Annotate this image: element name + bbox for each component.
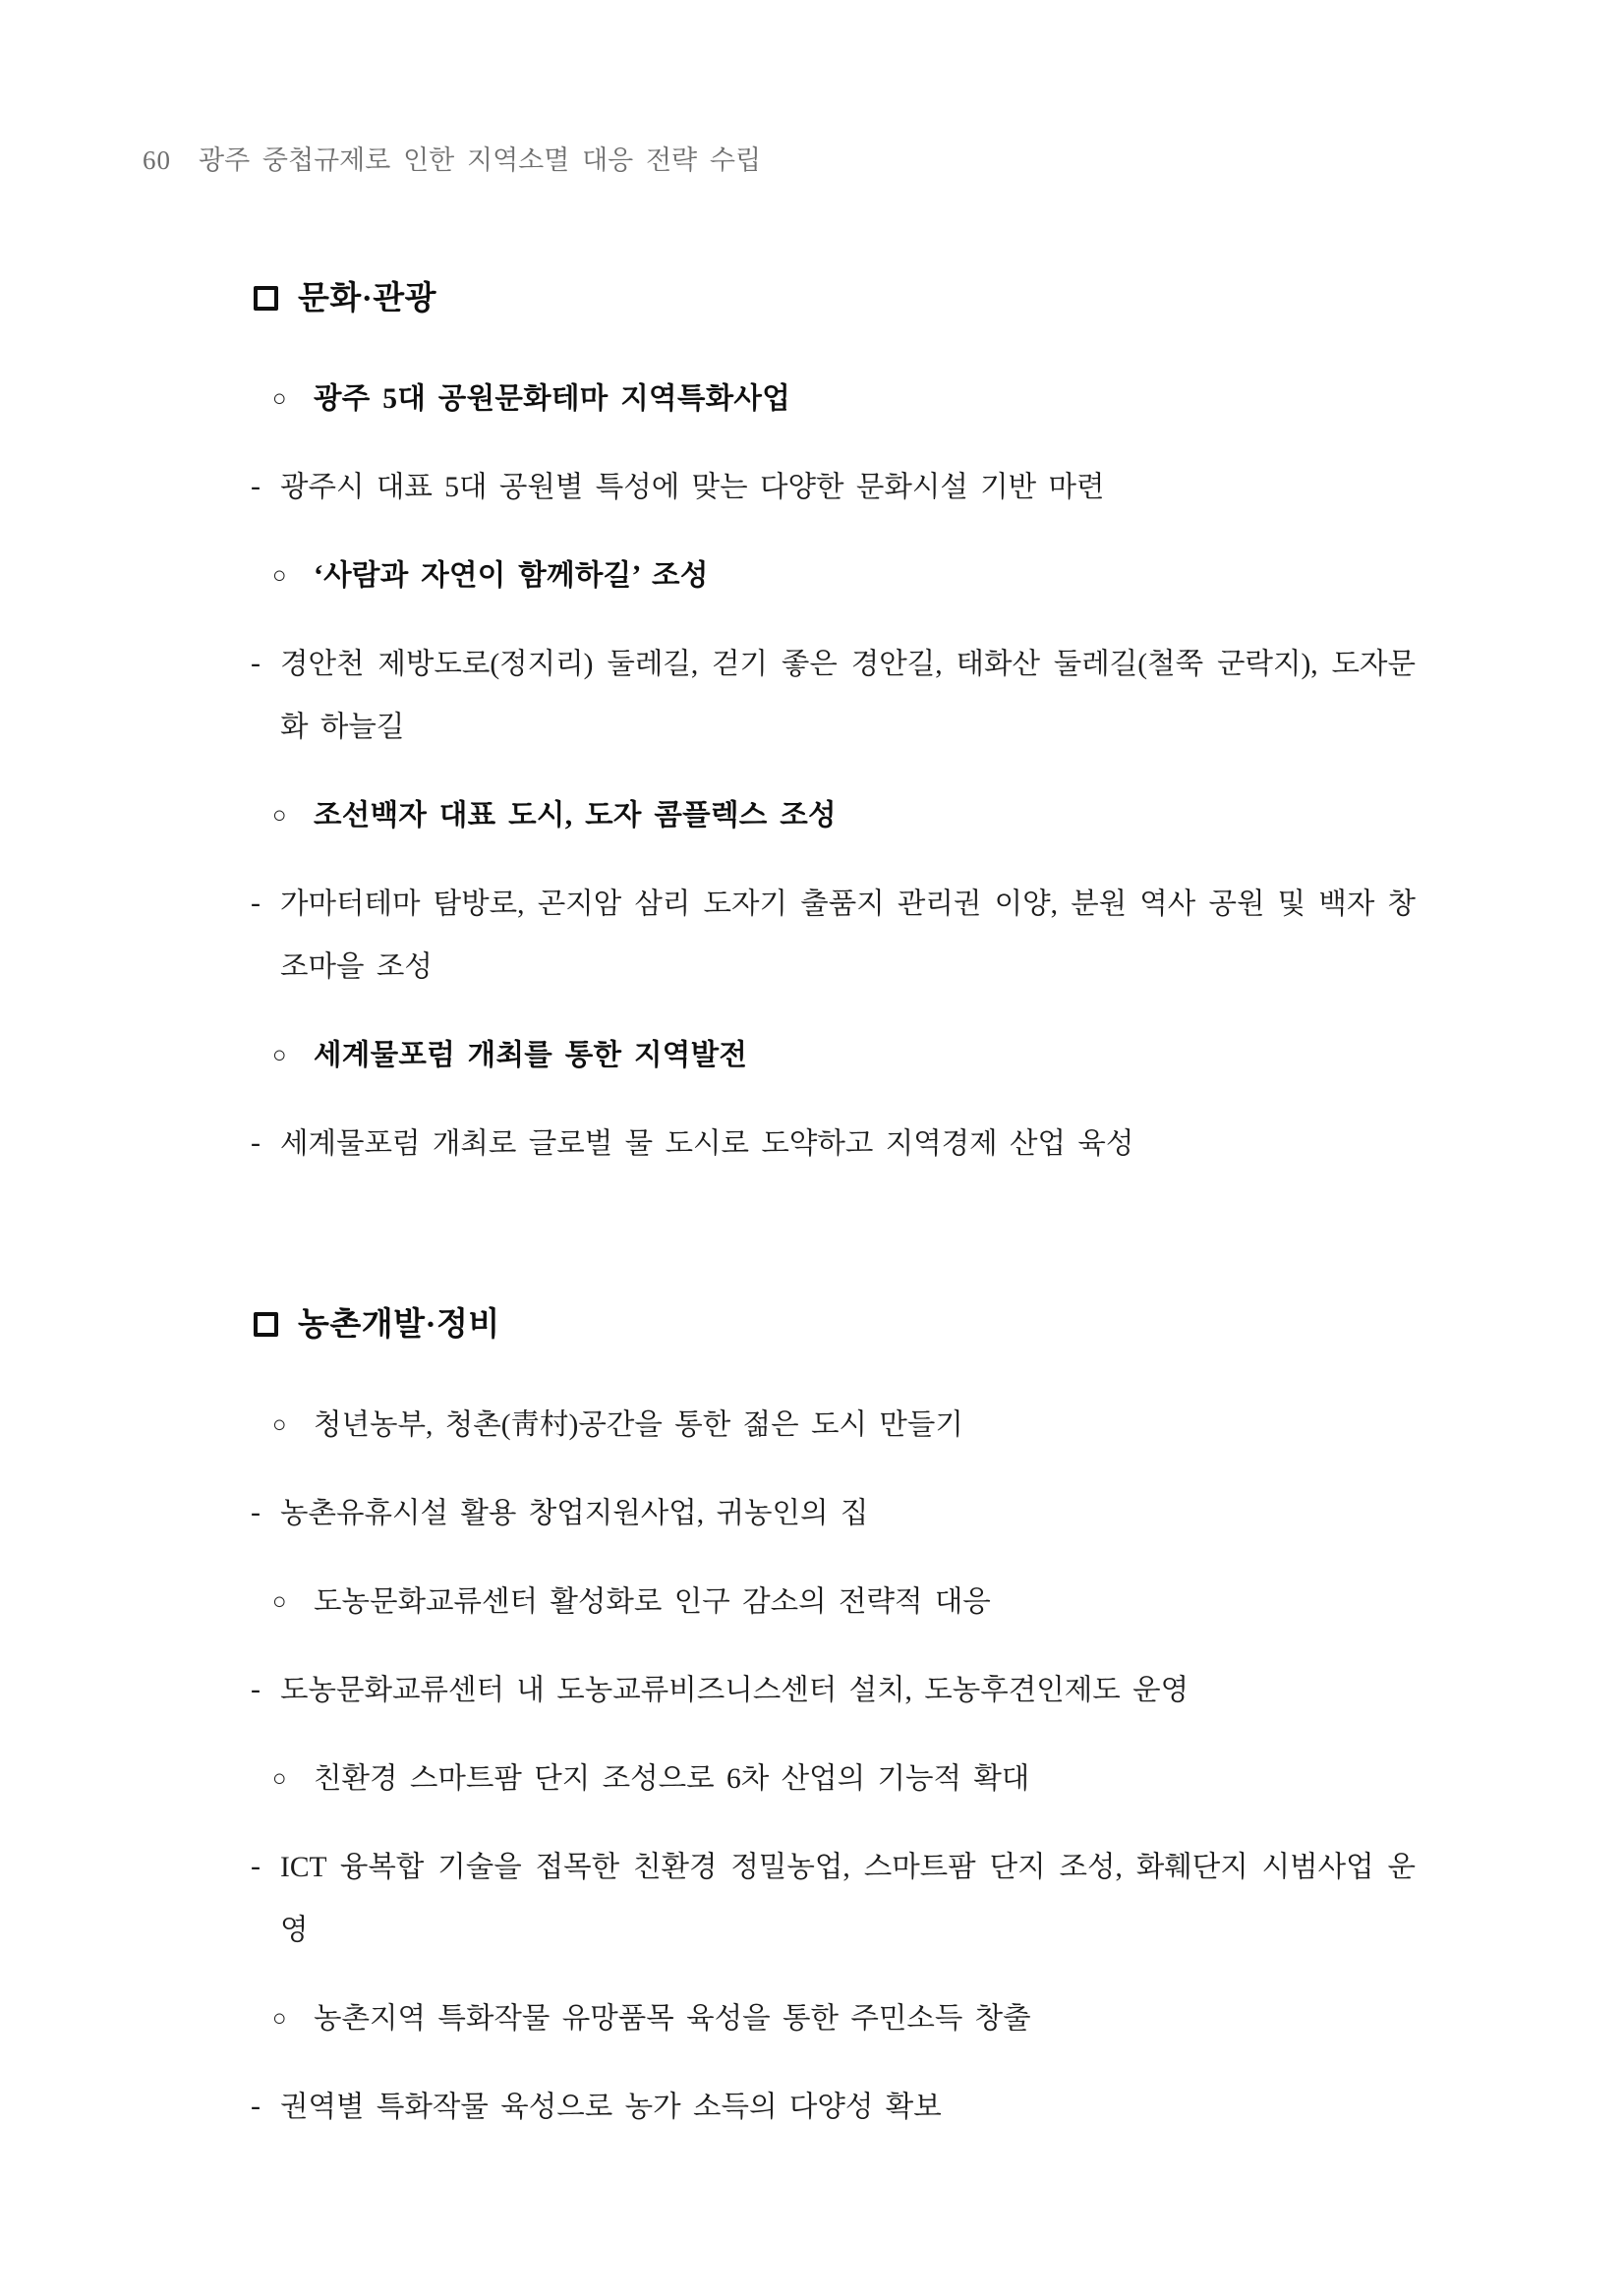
circle-bullet-icon: ○	[272, 803, 287, 829]
list-item	[251, 1571, 1416, 1634]
item-text: 친환경 스마트팜 단지 조성으로 6차 산업의 기능적 확대	[314, 1763, 1030, 1795]
item-text: 농촌지역 특화작물 유망품목 육성을 통한 주민소득 창출	[314, 2003, 1031, 2035]
circle-bullet-icon: ○	[272, 386, 287, 412]
item-text: 권역별 특화작물 육성으로 농가 소득의 다양성 확보	[280, 2092, 942, 2123]
list-item	[251, 456, 1416, 519]
dash-bullet-icon: -	[251, 470, 261, 502]
item-text: 조선백자 대표 도시, 도자 콤플렉스 조성	[314, 800, 837, 832]
list-item	[251, 1987, 1416, 2050]
list-item	[251, 368, 1416, 430]
list-item	[251, 1024, 1416, 1087]
item-text: 농촌유휴시설 활용 창업지원사업, 귀농인의 집	[280, 1498, 869, 1529]
item-text: 청년농부, 청촌(靑村)공간을 통한 젊은 도시 만들기	[314, 1409, 963, 1441]
list-item	[251, 873, 1416, 999]
dash-bullet-icon: -	[251, 1850, 261, 1882]
section-heading	[251, 1303, 1416, 1347]
item-text: 도농문화교류센터 활성화로 인구 감소의 전략적 대응	[314, 1586, 991, 1618]
circle-bullet-icon: ○	[272, 563, 287, 589]
list-item	[251, 1482, 1416, 1545]
circle-bullet-icon: ○	[272, 1412, 287, 1438]
dash-bullet-icon: -	[251, 647, 261, 679]
item-text: 세계물포럼 개최로 글로벌 물 도시로 도약하고 지역경제 산업 육성	[280, 1128, 1134, 1160]
list-item	[251, 545, 1416, 607]
list-item	[251, 1748, 1416, 1810]
section-culture-tourism	[251, 277, 1416, 1176]
section-heading-label: 농촌개발·정비	[298, 1307, 500, 1343]
item-text: 세계물포럼 개최를 통한 지역발전	[314, 1040, 748, 1071]
list-item	[251, 2076, 1416, 2139]
page-header-title: 광주 중첩규제로 인한 지역소멸 대응 전략 수립	[199, 145, 762, 175]
item-text: 광주시 대표 5대 공원별 특성에 맞는 다양한 문화시설 기반 마련	[280, 472, 1105, 503]
section-heading	[251, 277, 1416, 320]
page-header	[143, 144, 1427, 177]
list-item	[251, 784, 1416, 847]
circle-bullet-icon: ○	[272, 1766, 287, 1792]
list-item	[251, 1394, 1416, 1457]
item-text: ‘사람과 자연이 함께하길’ 조성	[314, 560, 709, 592]
dash-bullet-icon: -	[251, 1126, 261, 1159]
item-text: 경안천 제방도로(정지리) 둘레길, 걷기 좋은 경안길, 태화산 둘레길(철쭉 군락지), 도자문화 하늘길	[280, 649, 1416, 743]
circle-bullet-icon: ○	[272, 1589, 287, 1615]
item-text: ICT 융복합 기술을 접목한 친환경 정밀농업, 스마트팜 단지 조성, 화훼단지 시범사업 운영	[280, 1852, 1416, 1946]
list-item	[251, 633, 1416, 759]
page-number: 60	[143, 145, 171, 175]
square-bullet-icon	[254, 1312, 278, 1337]
circle-bullet-icon: ○	[272, 1043, 287, 1068]
list-item	[251, 1113, 1416, 1176]
page-content	[251, 277, 1416, 2164]
list-item	[251, 1659, 1416, 1722]
dash-bullet-icon: -	[251, 2090, 261, 2122]
item-text: 가마터테마 탐방로, 곤지암 삼리 도자기 출품지 관리권 이양, 분원 역사 공원 및 백자 창조마을 조성	[280, 889, 1416, 983]
item-text: 도농문화교류센터 내 도농교류비즈니스센터 설치, 도농후견인제도 운영	[280, 1675, 1189, 1706]
item-text: 광주 5대 공원문화테마 지역특화사업	[314, 383, 791, 415]
dash-bullet-icon: -	[251, 887, 261, 919]
square-bullet-icon	[254, 286, 278, 311]
dash-bullet-icon: -	[251, 1496, 261, 1528]
circle-bullet-icon: ○	[272, 2006, 287, 2032]
section-heading-label: 문화·관광	[298, 281, 437, 316]
list-item	[251, 1836, 1416, 1962]
section-rural-development	[251, 1303, 1416, 2139]
dash-bullet-icon: -	[251, 1673, 261, 1705]
